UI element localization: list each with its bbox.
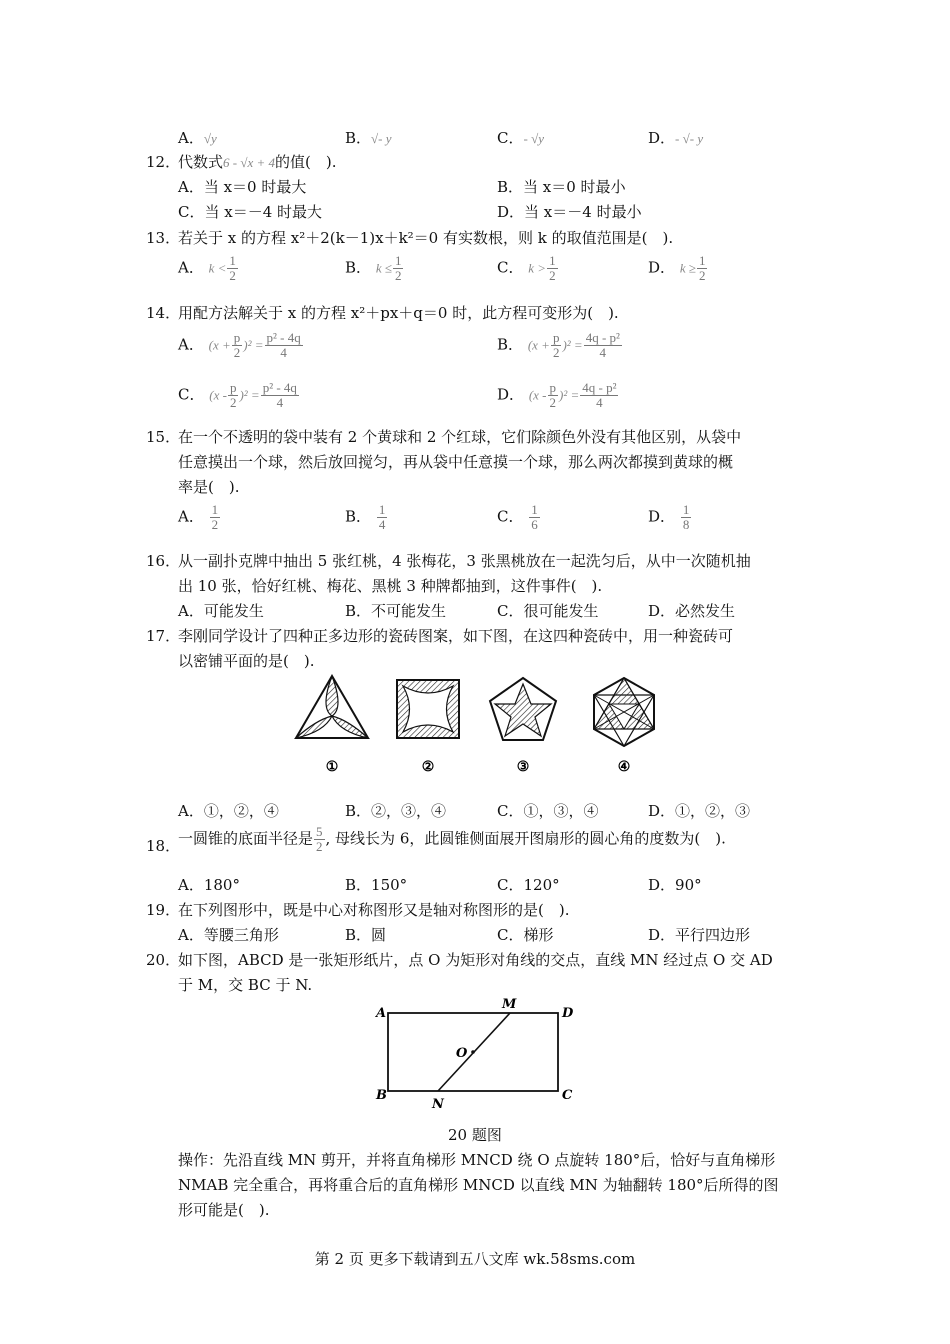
q17-option-d: D．①，②，③ xyxy=(648,802,751,820)
label-a: A xyxy=(376,1006,387,1021)
q14-text: 用配方法解关于 x 的方程 x²＋px＋q＝0 时，此方程可变形为( ). xyxy=(178,304,619,322)
q17-line-1: 李刚同学设计了四种正多边形的瓷砖图案，如下图，在这四种瓷砖中，用一种瓷砖可 xyxy=(178,627,734,645)
q14-option-d: D． (x - $\frac{p}{2}$ )² = $\frac{\text{4q - p²}}{4}$ xyxy=(497,380,617,410)
q13-option-b: B． k ≤ $\frac{1}{2}$ xyxy=(345,253,402,283)
q13-option-a: A． k < $\frac{1}{2}$ xyxy=(178,253,236,283)
q12-text: 代数式6 - √x + 4的值( ). xyxy=(178,153,337,171)
label-n: N xyxy=(432,1097,444,1112)
page-footer: 第 2 页 更多下载请到五八文库 wk.58sms.com xyxy=(314,1250,636,1268)
label-c: C xyxy=(562,1088,573,1103)
q19-option-d: D．平行四边形 xyxy=(648,926,751,944)
q11-option-a: A．√y xyxy=(178,129,217,147)
q19-text: 在下列图形中，既是中心对称图形又是轴对称图形的是( ). xyxy=(178,901,570,919)
q15-number: 15． xyxy=(146,428,181,446)
label-b: B xyxy=(376,1088,387,1103)
q14-number: 14． xyxy=(146,304,181,322)
q19-option-b: B．圆 xyxy=(345,926,387,944)
q20-line-1: 如下图，ABCD 是一张矩形纸片，点 O 为矩形对角线的交点，直线 MN 经过点 O 交 AD xyxy=(178,951,773,969)
q20-operation-line-2: NMAB 完全重合，再将重合后的直角梯形 MNCD 以直线 MN 为轴翻转 180°后所得的图 xyxy=(178,1176,779,1194)
q17-line-2: 以密铺平面的是( ). xyxy=(178,652,315,670)
q18-text: 一圆锥的底面半径是 $\frac{5}{2}$ , 母线长为 6，此圆锥侧面展开图扇形的圆心角的度数为( ). xyxy=(178,824,726,854)
q20-operation-line-1: 操作：先沿直线 MN 剪开，并将直角梯形 MNCD 绕 O 点旋转 180°后，恰好与直角梯形 xyxy=(178,1151,776,1169)
q18-option-d: D．90° xyxy=(648,876,702,894)
q20-number: 20． xyxy=(146,951,181,969)
tile-3-label: ③ xyxy=(516,759,530,775)
q12-number: 12． xyxy=(146,153,181,171)
point-o xyxy=(471,1050,475,1054)
q16-option-b: B．不可能发生 xyxy=(345,602,447,620)
q16-option-d: D．必然发生 xyxy=(648,602,736,620)
tile-1-triangle xyxy=(296,676,368,738)
q14-option-b: B． (x + $\frac{p}{2}$ )² = $\frac{\text{4q - p²}}{4}$ xyxy=(497,330,620,360)
q12-option-a: A．当 x＝0 时最大 xyxy=(178,178,307,196)
tile-2-square xyxy=(397,680,459,738)
q17-option-b: B．②，③，④ xyxy=(345,802,447,820)
q19-option-c: C．梯形 xyxy=(497,926,554,944)
figure-caption: 20 题图 xyxy=(448,1126,502,1144)
tile-4-hexagon xyxy=(594,678,654,746)
tile-patterns-figure xyxy=(280,668,670,783)
q20-line-2: 于 M，交 BC 于 N. xyxy=(178,976,313,994)
q20-operation-line-3: 形可能是( ). xyxy=(178,1201,270,1219)
q12-option-c: C．当 x＝－4 时最大 xyxy=(178,203,323,221)
q19-option-a: A．等腰三角形 xyxy=(178,926,279,944)
q12-option-d: D．当 x＝－4 时最小 xyxy=(497,203,642,221)
q16-number: 16． xyxy=(146,552,181,570)
q15-line-1: 在一个不透明的袋中装有 2 个黄球和 2 个红球，它们除颜色外没有其他区别，从袋中 xyxy=(178,428,742,446)
q16-option-c: C．很可能发生 xyxy=(497,602,599,620)
q19-number: 19． xyxy=(146,901,181,919)
q15-option-a: A． $\frac{1}{2}$ xyxy=(178,502,219,532)
q13-option-c: C． k > $\frac{1}{2}$ xyxy=(497,253,556,283)
q11-option-c: C．- √y xyxy=(497,129,544,147)
q13-text: 若关于 x 的方程 x²＋2(k－1)x＋k²＝0 有实数根，则 k 的取值范围是( ). xyxy=(178,229,674,247)
q18-option-b: B．150° xyxy=(345,876,408,894)
label-d: D xyxy=(562,1006,574,1021)
q15-option-b: B． $\frac{1}{4}$ xyxy=(345,502,386,532)
q11-option-b: B．√- y xyxy=(345,129,392,147)
tile-4-label: ④ xyxy=(617,759,631,775)
tile-2-label: ② xyxy=(421,759,435,775)
q16-option-a: A．可能发生 xyxy=(178,602,264,620)
q11-option-d: D．- √- y xyxy=(648,129,704,147)
q12-option-b: B．当 x＝0 时最小 xyxy=(497,178,626,196)
label-o: O xyxy=(456,1046,468,1061)
q15-option-d: D． $\frac{1}{8}$ xyxy=(648,502,690,532)
q15-line-3: 率是( ). xyxy=(178,478,240,496)
tile-3-pentagon xyxy=(490,678,556,740)
q16-line-2: 出 10 张，恰好红桃、梅花、黑桃 3 种牌都抽到，这件事件( ). xyxy=(178,577,603,595)
rectangle-abcd-figure xyxy=(370,995,580,1115)
q15-line-2: 任意摸出一个球，然后放回搅匀，再从袋中任意摸一个球，那么两次都摸到黄球的概 xyxy=(178,453,734,471)
tile-1-label: ① xyxy=(325,759,339,775)
q14-option-a: A． (x + $\frac{p}{2}$ )² = $\frac{\text{p² - 4q}}{4}$ xyxy=(178,330,301,360)
q13-number: 13． xyxy=(146,229,181,247)
q16-line-1: 从一副扑克牌中抽出 5 张红桃，4 张梅花，3 张黑桃放在一起洗匀后，从中一次随机抽 xyxy=(178,552,751,570)
q17-option-c: C．①，③，④ xyxy=(497,802,599,820)
q18-number: 18． xyxy=(146,837,181,855)
q17-option-a: A．①，②，④ xyxy=(178,802,279,820)
label-m: M xyxy=(502,997,517,1012)
q13-option-d: D． k ≥ $\frac{1}{2}$ xyxy=(648,253,706,283)
q18-option-c: C．120° xyxy=(497,876,560,894)
q14-option-c: C． (x - $\frac{p}{2}$ )² = $\frac{\text{p² - 4q}}{4}$ xyxy=(178,380,297,410)
q15-option-c: C． $\frac{1}{6}$ xyxy=(497,502,538,532)
q17-number: 17． xyxy=(146,627,181,645)
q18-option-a: A．180° xyxy=(178,876,240,894)
